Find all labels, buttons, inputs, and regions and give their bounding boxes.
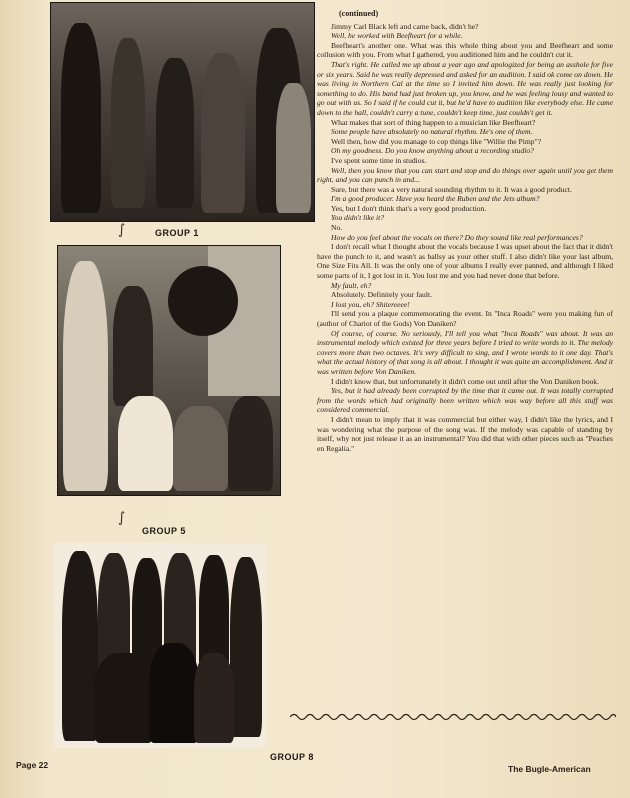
interview-paragraphs [317,22,613,454]
group-5-photo [57,245,281,496]
question-paragraph: Well then, how did you manage to cop things like "Willie the Pimp"? [331,136,542,146]
group-5-caption: GROUP 5 [142,526,186,536]
question-paragraph: I didn't know that, but unfortunately it didn't come out until after the Von Daniken book. [331,376,599,386]
continued-label: (continued) [339,9,379,18]
answer-paragraph: Yes, but it had already been corrupted by the time that it came out. It was totally corrupted from the words which had originally been written which was way before all this stuff was considered commercial. [317,386,613,415]
answer-paragraph: My fault, eh? [331,280,372,290]
answer-paragraph: Well, then you know that you can start and stop and do things over again until you get them right, and you can punch in and... [317,165,613,185]
answer-paragraph: Of course, of course. No seriously, I'll tell you what "Inca Roads" was about. It was an instrumental melody which existed for three years before I tried to write words to it. The melody covers more than two octaves. It's very difficult to sing, and I wrote words to it one day. That's what the actual history of that song is all about. I thought it was quite an accomplishment. And it was written before Von Daniken. [317,328,613,376]
question-paragraph: No. [331,223,343,233]
question-paragraph: I didn't mean to imply that it was commercial but either way, I didn't like the lyrics, and I was wondering what the purpose of the song was. If the melody was capable of standing by itself, why not just release it as an instrumental? You did that with other pieces such as "Peaches en Regalia." [317,414,613,453]
group-8-photo [54,543,266,748]
group-8-caption: GROUP 8 [270,752,314,762]
question-paragraph: Yes, but I don't think that's a very good production. [331,203,487,213]
answer-paragraph: I lost you, eh? Shitereeee! [331,299,410,309]
question-paragraph: Beefheart's another one. What was this whole thing about you and Beefheart and some collusion with you. From what I gathered, you auditioned him and he couldn't cut it. [317,40,613,60]
page-number: Page 22 [16,760,49,770]
question-paragraph: Sure, but there was a very natural sounding rhythm to it. It was a good product. [331,184,572,194]
question-paragraph: I've spent some time in studios. [331,155,427,165]
answer-paragraph: Well, he worked with Beefheart for a while. [331,31,463,41]
question-paragraph: I'll send you a plaque commemorating the event. In "Inca Roads" were you making fun of (author of Chariot of the Gods) Von Daniken? [317,309,613,328]
squiggle-ornament-1: ∫ [118,222,126,238]
publication-name: The Bugle-American [508,764,591,774]
question-paragraph: What makes that sort of thing happen to a musician like Beefheart? [331,117,536,127]
question-paragraph: Jimmy Carl Black left and came back, didn't he? [331,21,479,31]
squiggle-ornament-5: ∫ [118,510,126,526]
decorative-wave-rule [290,712,616,722]
answer-paragraph: I'm a good producer. Have you heard the Ruben and the Jets album? [331,194,540,204]
group-1-photo [50,2,315,222]
answer-paragraph: How do you feel about the vocals on there? Do they sound like real performances? [331,232,583,242]
group-1-caption: GROUP 1 [155,228,199,238]
answer-paragraph: You didn't like it? [331,213,385,223]
question-paragraph: Absolutely. Definitely your fault. [331,290,432,300]
answer-paragraph: Oh my goodness. Do you know anything about a recording studio? [331,146,534,156]
question-paragraph: I don't recall what I thought about the vocals because I was upset about the fact that it didn't have the punch to it, and wasn't as ballsy as your other stuff. I also didn't like your last album, One Size Fits All. It was the only one of your albums I really ever panned, and although I liked some parts of it, I got lost in it. You lost me and you had never done that before. [317,242,613,281]
answer-paragraph: That's right. He called me up about a year ago and apologized for being an asshole for five or six years. Said he was really depressed and asked for an audition. I said ok come on down. He was living in Northern Cal at the time so I invited him down. He was really just looking for something to do. His band had just broken up, you know, and he was feeling lousy and wanted to go out with us. So I said if he could cut it, but he'd have to audition like everybody else. He came down to the hall, couldn't carry a tune, couldn't keep time, just couldn't get it. [317,59,613,117]
interview-text-column [317,9,613,453]
answer-paragraph: Some people have absolutely no natural rhythm. He's one of them. [331,127,533,137]
